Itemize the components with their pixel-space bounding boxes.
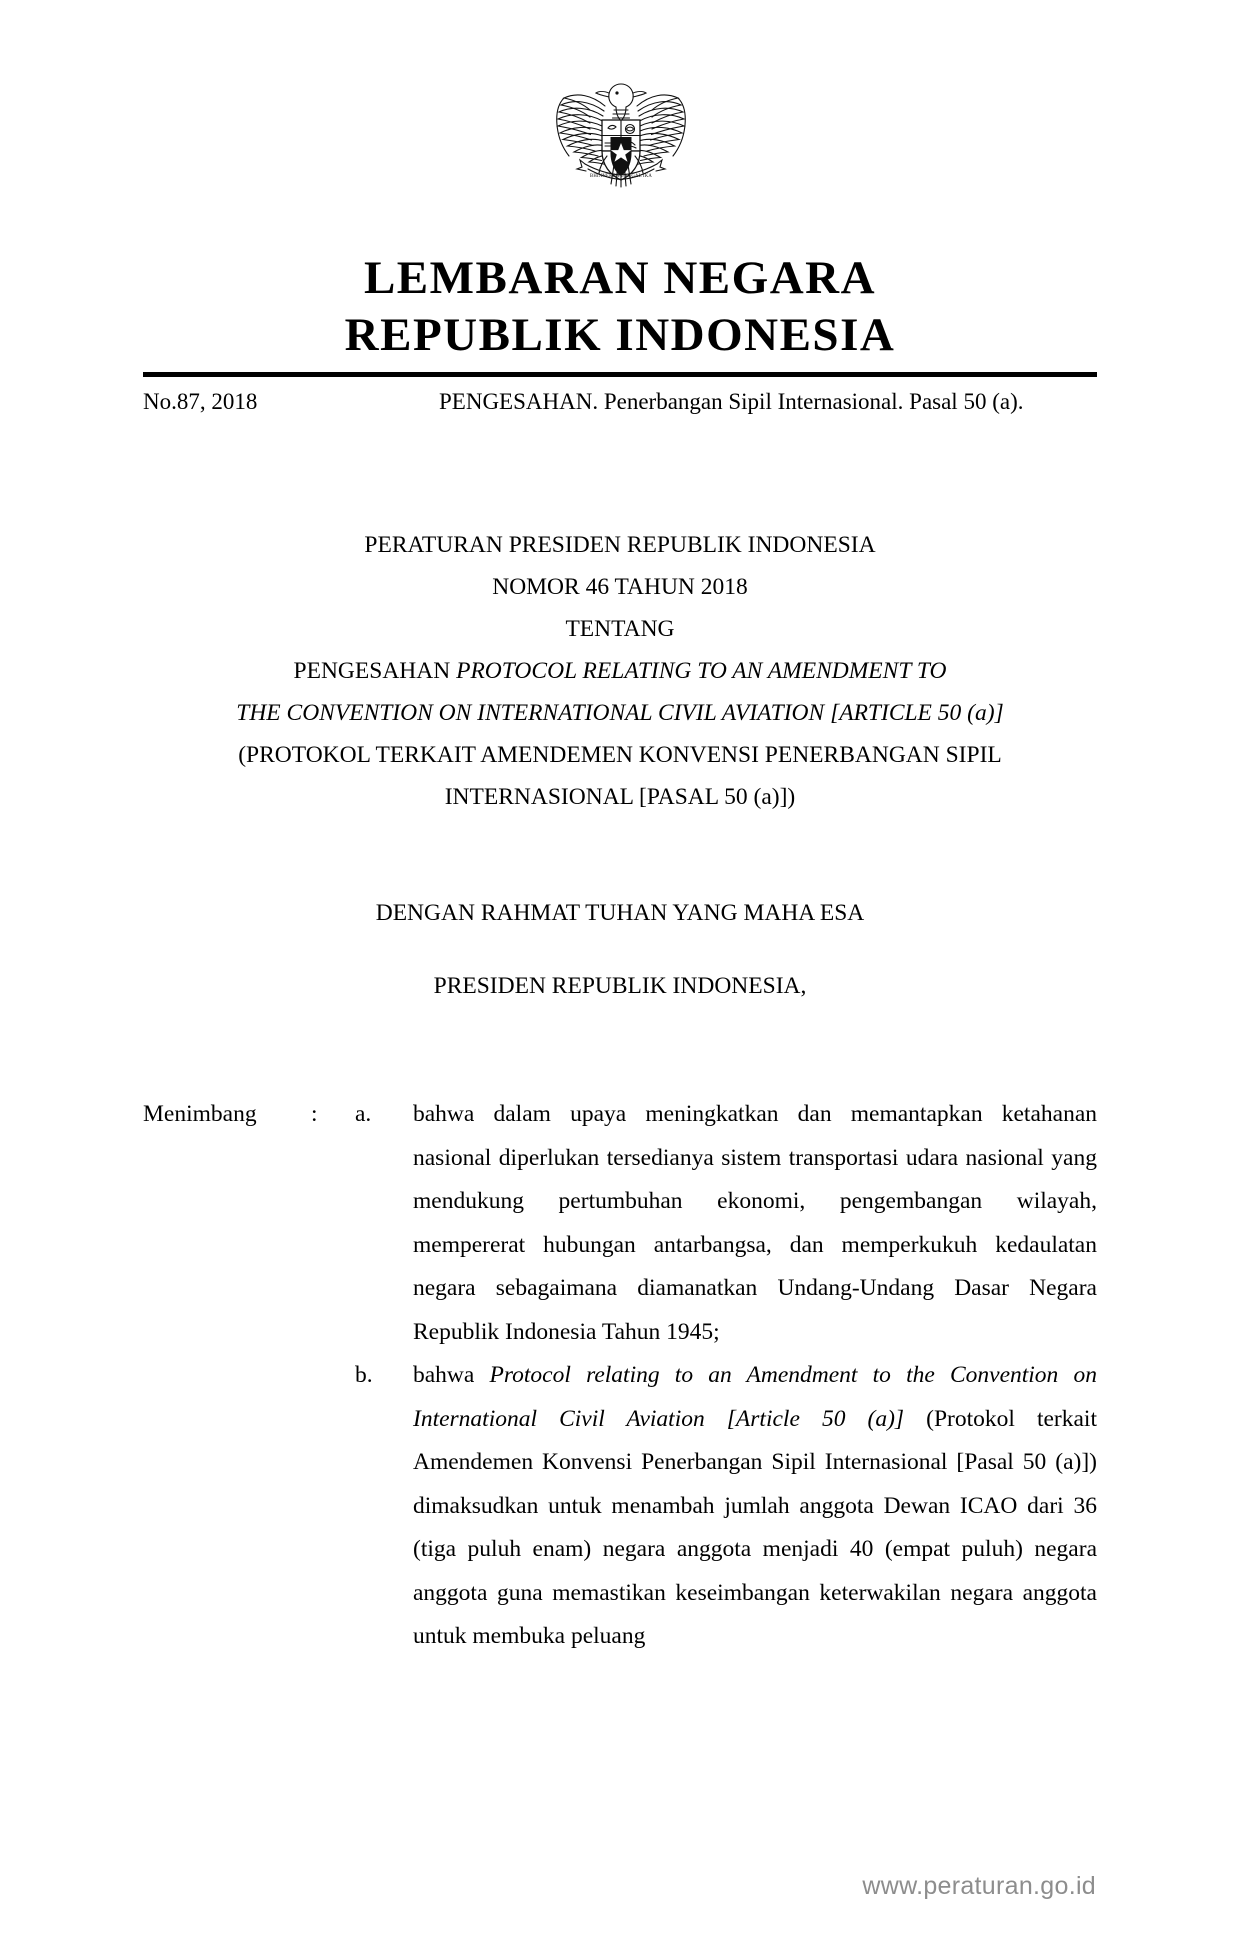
considering-clause bbox=[143, 1093, 1097, 1659]
considering-section bbox=[143, 1093, 1097, 1659]
title-line-4-italic: PROTOCOL RELATING TO AN AMENDMENT TO bbox=[456, 658, 947, 684]
gazette-subject: PENGESAHAN. Penerbangan Sipil Internasional. Pasal 50 (a). bbox=[439, 389, 1024, 414]
title-line-4 bbox=[143, 650, 1097, 692]
regulation-title-block bbox=[143, 524, 1097, 818]
item-b-italic-title: Protocol relating to an Amendment to the Convention on International Civil Aviation [Article 50 (a)] bbox=[413, 1362, 1097, 1432]
masthead bbox=[143, 250, 1097, 364]
title-line-4-plain: PENGESAHAN bbox=[293, 658, 457, 684]
svg-text:BHINNEKA TUNGGAL IKA: BHINNEKA TUNGGAL IKA bbox=[589, 174, 652, 179]
president-line: PRESIDEN REPUBLIK INDONESIA, bbox=[433, 973, 807, 999]
item-b-part-1: bahwa bbox=[413, 1362, 490, 1388]
masthead-line-2: REPUBLIK INDONESIA bbox=[344, 309, 896, 361]
source-watermark: www.peraturan.go.id bbox=[862, 1872, 1096, 1900]
title-line-2: NOMOR 46 TAHUN 2018 bbox=[492, 574, 748, 600]
gazette-number: No.87, 2018 bbox=[143, 389, 258, 414]
page-footer bbox=[0, 1872, 1241, 1901]
title-line-1: PERATURAN PRESIDEN REPUBLIK INDONESIA bbox=[364, 532, 876, 558]
considering-item-b bbox=[143, 1354, 1097, 1659]
title-line-5: THE CONVENTION ON INTERNATIONAL CIVIL AVIATION [ARTICLE 50 (a)] bbox=[236, 700, 1004, 726]
item-b-part-2: (Protokol terkait Amendemen Konvensi Penerbangan Sipil Internasional [Pasal 50 (a)]) dimaksudkan untuk menambah jumlah anggota Dewan ICAO dari 36 (tiga puluh enam) negara anggota menjadi 40 (empat puluh) negara anggota guna memastikan keseimbangan keterwakilan negara anggota untuk membuka peluang bbox=[413, 1405, 1097, 1649]
masthead-line-1: LEMBARAN NEGARA bbox=[363, 252, 877, 304]
title-line-7: INTERNASIONAL [PASAL 50 (a)]) bbox=[444, 784, 796, 810]
item-text-a: bahwa dalam upaya meningkatkan dan memantapkan ketahanan nasional diperlukan tersedianya sistem transportasi udara nasional yang mendukung pertumbuhan ekonomi, pengembangan wilayah, mempererat hubungan antarbangsa, dan memperkukuh kedaulatan negara sebagaimana diamanatkan Undang-Undang Dasar Negara Republik Indonesia Tahun 1945; bbox=[413, 1101, 1097, 1345]
considering-colon: : bbox=[311, 1101, 318, 1127]
header-divider-rule bbox=[143, 372, 1097, 377]
title-line-6: (PROTOKOL TERKAIT AMENDEMEN KONVENSI PENERBANGAN SIPIL bbox=[238, 742, 1002, 768]
title-line-3: TENTANG bbox=[565, 616, 675, 642]
item-text-b bbox=[413, 1354, 1097, 1659]
item-marker-a: a. bbox=[355, 1101, 372, 1127]
reference-row bbox=[143, 384, 1097, 419]
item-marker-b: b. bbox=[355, 1362, 373, 1388]
invocation-line: DENGAN RAHMAT TUHAN YANG MAHA ESA bbox=[375, 900, 865, 926]
emblem-container bbox=[0, 58, 1241, 190]
considering-item-a bbox=[143, 1093, 1097, 1354]
garuda-pancasila-icon bbox=[546, 58, 696, 190]
considering-label: Menimbang bbox=[143, 1101, 257, 1127]
